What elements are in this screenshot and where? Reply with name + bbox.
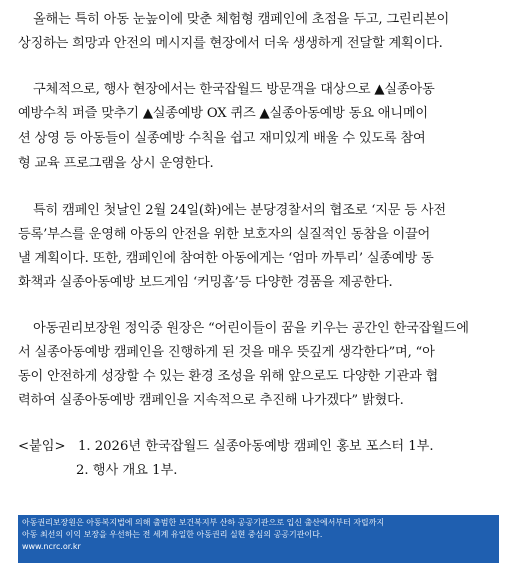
footer-url: www.ncrc.or.kr [22,542,81,551]
paragraph-line: 상징하는 희망과 안전의 메시지를 현장에서 더욱 생생하게 전달할 계획이다. [18,36,443,51]
footer-line: 아동권리보장원은 아동복지법에 의해 출범한 보건복지부 산하 공공기관으로 입신 출산에서부터 자립까지 [22,518,385,527]
paragraph-line: 예방수칙 퍼즐 맞추기 ▲실종예방 OX 퀴즈 ▲실종아동예방 동요 애니메이 [18,106,428,121]
paragraph-line: 아동권리보장원 정익중 원장은 “어린이들이 꿈을 키우는 공간인 한국잡월드에 [33,321,469,336]
paragraph-line: 션 상영 등 아동들이 실종예방 수칙을 쉽고 재미있게 배울 수 있도록 참여 [18,131,426,146]
attachment-item: 2. 행사 개요 1부. [76,463,178,478]
paragraph-line: 력하여 실종아동예방 캠페인을 지속적으로 추진해 나가겠다” 밝혔다. [18,393,404,408]
paragraph-line: 화책과 실종아동예방 보드게임 ‘커밍홈’등 다양한 경품을 제공한다. [18,275,393,290]
attachment-item: 1. 2026년 한국잡월드 실종아동예방 캠페인 홍보 포스터 1부. [78,439,434,454]
footer-line: 아동 최선의 이익 보장을 우선하는 전 세계 유일한 아동권리 실현 중심의 공공기관이다. [22,530,323,539]
paragraph-line: 올해는 특히 아동 눈높이에 맞춘 체험형 캠페인에 초점을 두고, 그린리본이 [33,12,450,27]
paragraph-line: 낼 계획이다. 또한, 캠페인에 참여한 아동에게는 ‘엄마 까투리’ 실종예방 동 [18,251,434,266]
paragraph-line: 동이 안전하게 성장할 수 있는 환경 조성을 위해 앞으로도 다양한 기관과 협 [18,369,439,384]
footer-banner [18,515,499,563]
paragraph-line: 특히 캠페인 첫날인 2월 24일(화)에는 분당경찰서의 협조로 ‘지문 등 사전 [33,203,446,218]
paragraph-line: 구체적으로, 행사 현장에서는 한국잡월드 방문객을 대상으로 ▲실종아동 [33,82,435,97]
attachments-label: <붙임> [18,439,66,454]
paragraph-line: 서 실종아동예방 캠페인을 진행하게 된 것을 매우 뜻깊게 생각한다”며, “아 [18,345,435,360]
paragraph-line: 형 교육 프로그램을 상시 운영한다. [18,156,214,171]
paragraph-line: 등록’부스를 운영해 아동의 안전을 위한 보호자의 실질적인 동참을 이끌어 [18,227,431,242]
